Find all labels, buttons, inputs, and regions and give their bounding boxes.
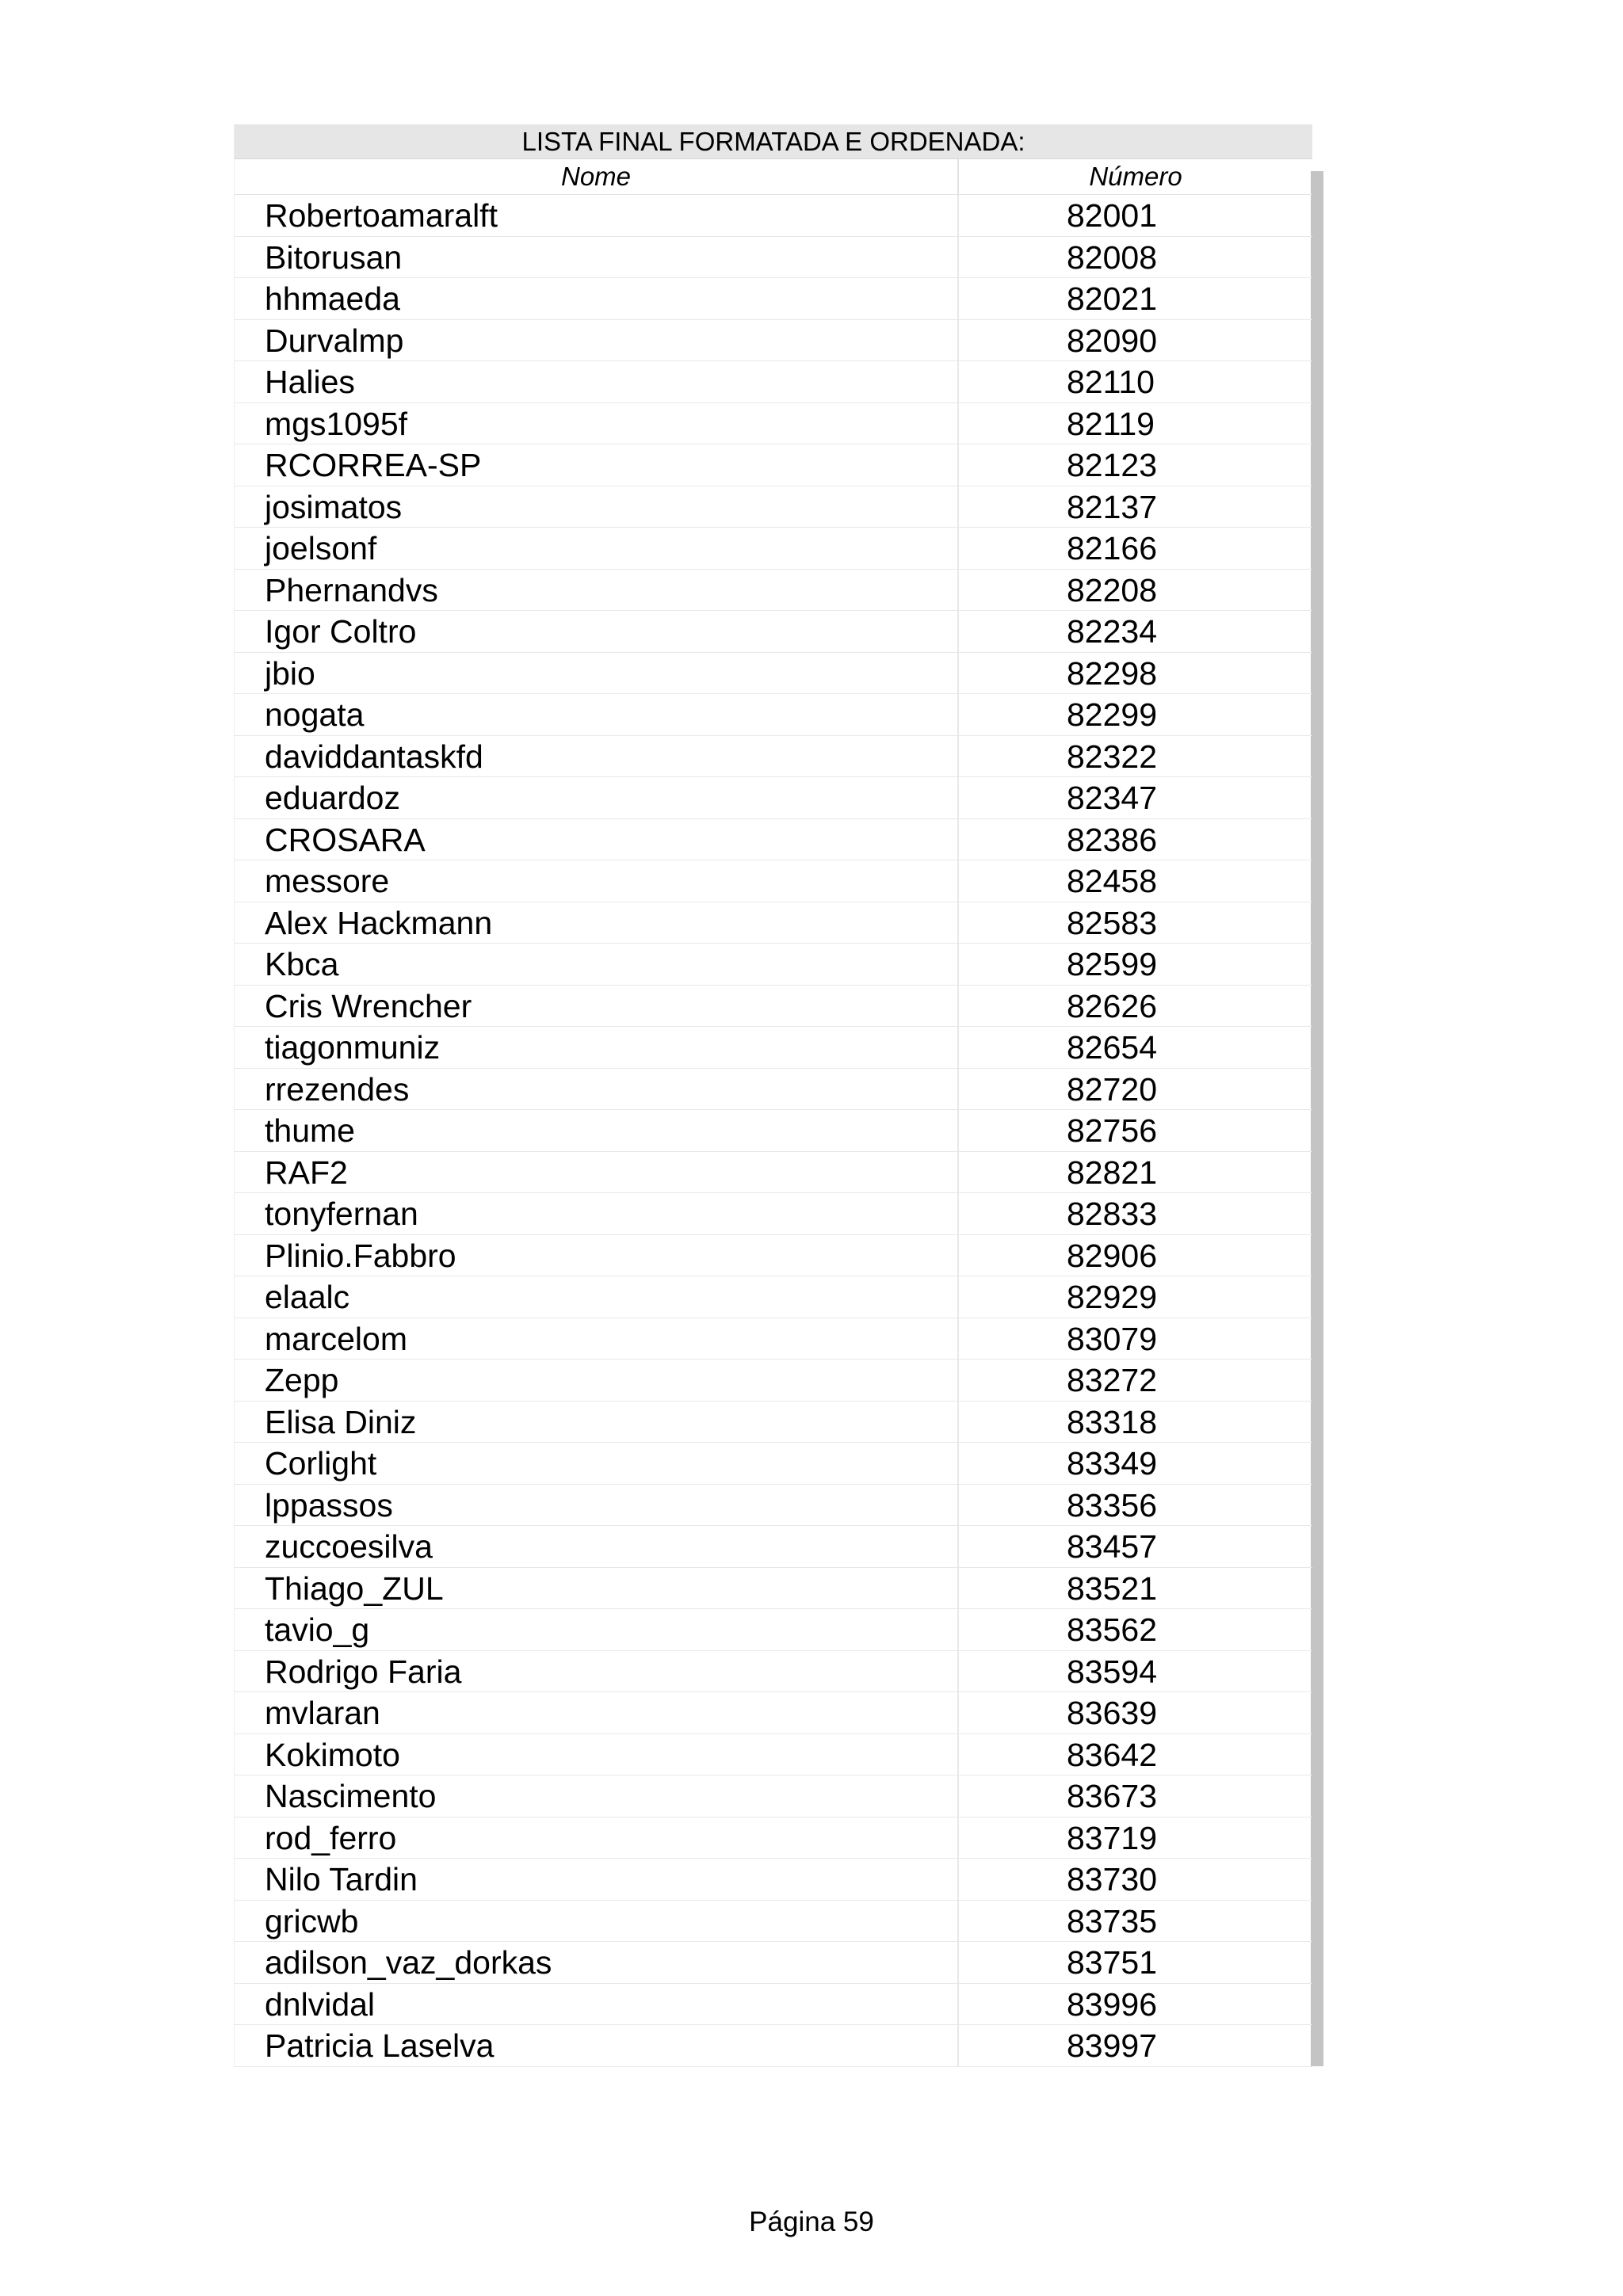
cell-name: tavio_g <box>235 1609 959 1650</box>
cell-name: nogata <box>235 694 959 735</box>
cell-number: 83356 <box>1067 1486 1158 1524</box>
table-row <box>235 1110 1312 1152</box>
cell-name: Bitorusan <box>235 237 959 278</box>
table-row <box>235 653 1312 695</box>
cell-name: hhmaeda <box>235 278 959 319</box>
cell-number: 83594 <box>1067 1653 1158 1690</box>
cell-name: Durvalmp <box>235 320 959 361</box>
cell-name: adilson_vaz_dorkas <box>235 1942 959 1983</box>
table-row <box>235 1984 1312 2026</box>
table-row <box>235 1485 1312 1527</box>
cell-name: Alex Hackmann <box>235 902 959 944</box>
cell-name: mvlaran <box>235 1692 959 1733</box>
cell-name: Kbca <box>235 944 959 985</box>
table-row <box>235 486 1312 528</box>
cell-number: 82833 <box>1067 1196 1158 1232</box>
cell-number: 82208 <box>1067 571 1158 608</box>
table-row <box>235 819 1312 861</box>
table-row <box>235 195 1312 237</box>
table-row <box>235 1276 1312 1318</box>
cell-number: 82008 <box>1067 238 1158 276</box>
table-row <box>235 237 1312 279</box>
table-row <box>235 1859 1312 1901</box>
cell-number: 83730 <box>1067 1861 1158 1897</box>
cell-number: 83079 <box>1067 1320 1158 1357</box>
cell-name: Nascimento <box>235 1775 959 1817</box>
cell-name: Elisa Diniz <box>235 1402 959 1443</box>
cell-number: 82090 <box>1067 322 1158 359</box>
table-row <box>235 1651 1312 1693</box>
cell-number: 83562 <box>1067 1611 1158 1648</box>
cell-number: 82166 <box>1067 530 1158 566</box>
column-header-name: Nome <box>235 159 959 194</box>
cell-name: gricwb <box>235 1901 959 1942</box>
cell-name: rod_ferro <box>235 1817 959 1859</box>
table-row <box>235 1901 1312 1943</box>
cell-name: Cris Wrencher <box>235 986 959 1027</box>
cell-name: Patricia Laselva <box>235 2025 959 2066</box>
cell-number: 82654 <box>1067 1029 1158 1066</box>
cell-name: tonyfernan <box>235 1193 959 1234</box>
cell-number: 82119 <box>1067 405 1155 442</box>
cell-name: Robertoamaralft <box>235 195 959 236</box>
table-row <box>235 1235 1312 1277</box>
cell-name: Phernandvs <box>235 570 959 611</box>
table-row <box>235 611 1312 653</box>
table-row <box>235 1775 1312 1817</box>
cell-name: joelsonf <box>235 528 959 569</box>
cell-name: RCORREA-SP <box>235 444 959 486</box>
table-header-row <box>235 159 1312 195</box>
page-number: Página 59 <box>749 2206 874 2237</box>
table-row <box>235 1692 1312 1734</box>
table-row <box>235 1526 1312 1568</box>
table-row <box>235 944 1312 986</box>
cell-number: 83639 <box>1067 1695 1158 1731</box>
table-row <box>235 1568 1312 1610</box>
cell-name: mgs1095f <box>235 403 959 444</box>
cell-number: 82583 <box>1067 904 1158 941</box>
table-row <box>235 403 1312 445</box>
cell-number: 82821 <box>1067 1154 1158 1191</box>
cell-name: Rodrigo Faria <box>235 1651 959 1692</box>
cell-number: 83318 <box>1067 1403 1158 1440</box>
cell-number: 82720 <box>1067 1070 1158 1108</box>
cell-name: Thiago_ZUL <box>235 1568 959 1609</box>
cell-name: Nilo Tardin <box>235 1859 959 1900</box>
cell-name: Halies <box>235 361 959 402</box>
cell-number: 82110 <box>1067 364 1155 400</box>
cell-number: 82599 <box>1067 946 1158 982</box>
cell-number: 82001 <box>1067 197 1158 234</box>
cell-name: daviddantaskfd <box>235 736 959 777</box>
cell-number: 82137 <box>1067 488 1158 525</box>
cell-number: 82756 <box>1067 1112 1158 1149</box>
cell-name: lppassos <box>235 1485 959 1526</box>
table-shadow <box>1311 171 1323 2066</box>
cell-name: Zepp <box>235 1360 959 1401</box>
cell-number: 82929 <box>1067 1279 1158 1315</box>
cell-number: 83996 <box>1067 1985 1158 2023</box>
table-row <box>235 777 1312 819</box>
cell-name: marcelom <box>235 1318 959 1360</box>
table-row <box>235 361 1312 403</box>
cell-name: rrezendes <box>235 1069 959 1110</box>
cell-number: 82123 <box>1067 447 1158 483</box>
cell-number: 83997 <box>1067 2027 1158 2064</box>
cell-number: 82458 <box>1067 863 1158 899</box>
cell-number: 82322 <box>1067 738 1158 775</box>
cell-number: 82347 <box>1067 780 1158 816</box>
cell-name: jbio <box>235 653 959 694</box>
cell-number: 83751 <box>1067 1944 1158 1981</box>
cell-number: 82386 <box>1067 821 1158 858</box>
cell-number: 83349 <box>1067 1445 1158 1482</box>
cell-number: 83673 <box>1067 1778 1158 1814</box>
cell-name: Igor Coltro <box>235 611 959 652</box>
cell-name: Corlight <box>235 1443 959 1484</box>
cell-number: 83719 <box>1067 1819 1158 1856</box>
table-row <box>235 1193 1312 1235</box>
table-row <box>235 2025 1312 2067</box>
cell-name: CROSARA <box>235 819 959 860</box>
cell-number: 83272 <box>1067 1362 1158 1398</box>
table-row <box>235 986 1312 1028</box>
table-row <box>235 1817 1312 1859</box>
table-row <box>235 694 1312 736</box>
cell-name: eduardoz <box>235 777 959 818</box>
cell-name: dnlvidal <box>235 1984 959 2025</box>
table-row <box>235 1360 1312 1402</box>
table-title: LISTA FINAL FORMATADA E ORDENADA: <box>235 124 1312 159</box>
cell-number: 82906 <box>1067 1237 1158 1274</box>
table-row <box>235 902 1312 944</box>
cell-name: Plinio.Fabbro <box>235 1235 959 1276</box>
cell-name: zuccoesilva <box>235 1526 959 1567</box>
name-number-table <box>235 124 1312 2067</box>
table-row <box>235 1069 1312 1111</box>
table-row <box>235 1734 1312 1776</box>
table-row <box>235 1443 1312 1485</box>
cell-number: 82299 <box>1067 696 1158 733</box>
cell-name: Kokimoto <box>235 1734 959 1775</box>
cell-number: 83735 <box>1067 1902 1158 1939</box>
table-row <box>235 1942 1312 1984</box>
table-row <box>235 1152 1312 1194</box>
table-row <box>235 444 1312 486</box>
cell-number: 83642 <box>1067 1736 1158 1773</box>
table-row <box>235 1402 1312 1444</box>
table-row <box>235 1318 1312 1360</box>
cell-name: elaalc <box>235 1276 959 1318</box>
cell-number: 83521 <box>1067 1569 1158 1607</box>
cell-name: RAF2 <box>235 1152 959 1193</box>
cell-number: 83457 <box>1067 1528 1158 1565</box>
table-row <box>235 860 1312 902</box>
column-header-number: Número <box>1089 162 1182 191</box>
table-row <box>235 278 1312 320</box>
table-row <box>235 1609 1312 1651</box>
cell-number: 82234 <box>1067 613 1158 650</box>
cell-number: 82298 <box>1067 654 1158 692</box>
cell-name: tiagonmuniz <box>235 1027 959 1068</box>
cell-name: thume <box>235 1110 959 1151</box>
table-row <box>235 528 1312 570</box>
table-row <box>235 1027 1312 1069</box>
cell-number: 82626 <box>1067 987 1158 1024</box>
cell-name: josimatos <box>235 486 959 528</box>
cell-name: messore <box>235 860 959 902</box>
table-row <box>235 570 1312 612</box>
table-row <box>235 320 1312 362</box>
cell-number: 82021 <box>1067 280 1158 317</box>
table-row <box>235 736 1312 778</box>
table-body <box>235 195 1312 2067</box>
